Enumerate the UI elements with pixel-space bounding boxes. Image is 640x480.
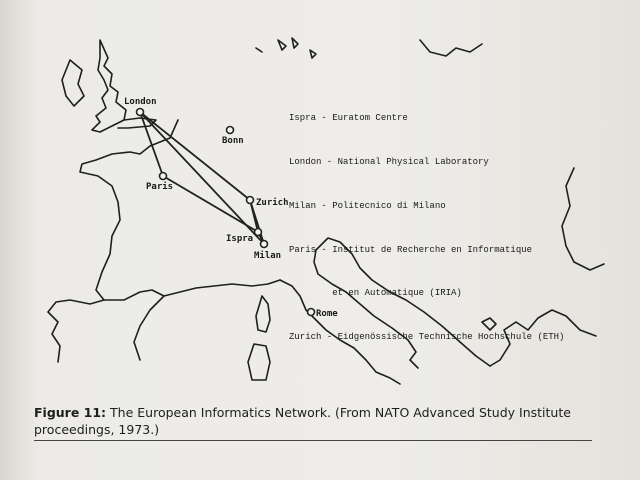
network-links <box>140 112 264 244</box>
paris-node <box>160 173 167 180</box>
paris-label: Paris <box>146 182 174 192</box>
figure-label: Figure 11: <box>34 405 107 420</box>
legend-line: et en Automatique (IRIA) <box>289 288 462 299</box>
legend-line: Ispra - Euratom Centre <box>289 113 408 124</box>
bonn-node <box>227 127 234 134</box>
site-legend <box>289 82 564 374</box>
north-islands <box>256 38 316 58</box>
baltic-coastline <box>420 40 482 56</box>
london-label: London <box>124 97 157 107</box>
figure-caption-text: The European Informatics Network. (From NATO Advanced Study Institute proceedings, 1973.) <box>34 405 571 437</box>
ireland-coastline <box>62 60 84 106</box>
legend-line: Paris - Institut de Recherche en Informatique <box>289 244 533 255</box>
milan-node <box>261 241 268 248</box>
black-sea-coastline <box>562 168 604 270</box>
figure-caption <box>34 404 604 438</box>
caption-rule <box>34 440 592 441</box>
link-paris-ispra <box>163 176 258 232</box>
legend-line: Milan - Politecnico di Milano <box>289 200 446 211</box>
london-node <box>137 109 144 116</box>
legend-line: Zurich - Eidgenössische Technische Hochschule (ETH) <box>289 332 565 343</box>
corsica-coastline <box>256 296 270 332</box>
zurich-node <box>247 197 254 204</box>
ispra-label: Ispra <box>226 234 254 244</box>
milan-label: Milan <box>254 251 282 261</box>
france-coastline <box>80 120 178 300</box>
iberia-coastline <box>48 300 104 362</box>
sardinia-coastline <box>248 344 270 380</box>
ispra-node <box>255 229 262 236</box>
rome-label: Rome <box>316 309 338 319</box>
legend-line: London - National Physical Laboratory <box>289 156 489 167</box>
great-britain-coastline <box>92 40 126 132</box>
iberia-east-coastline <box>104 290 164 360</box>
riviera-coastline <box>164 280 280 296</box>
zurich-label: Zurich <box>256 198 289 208</box>
bonn-label: Bonn <box>222 136 244 146</box>
